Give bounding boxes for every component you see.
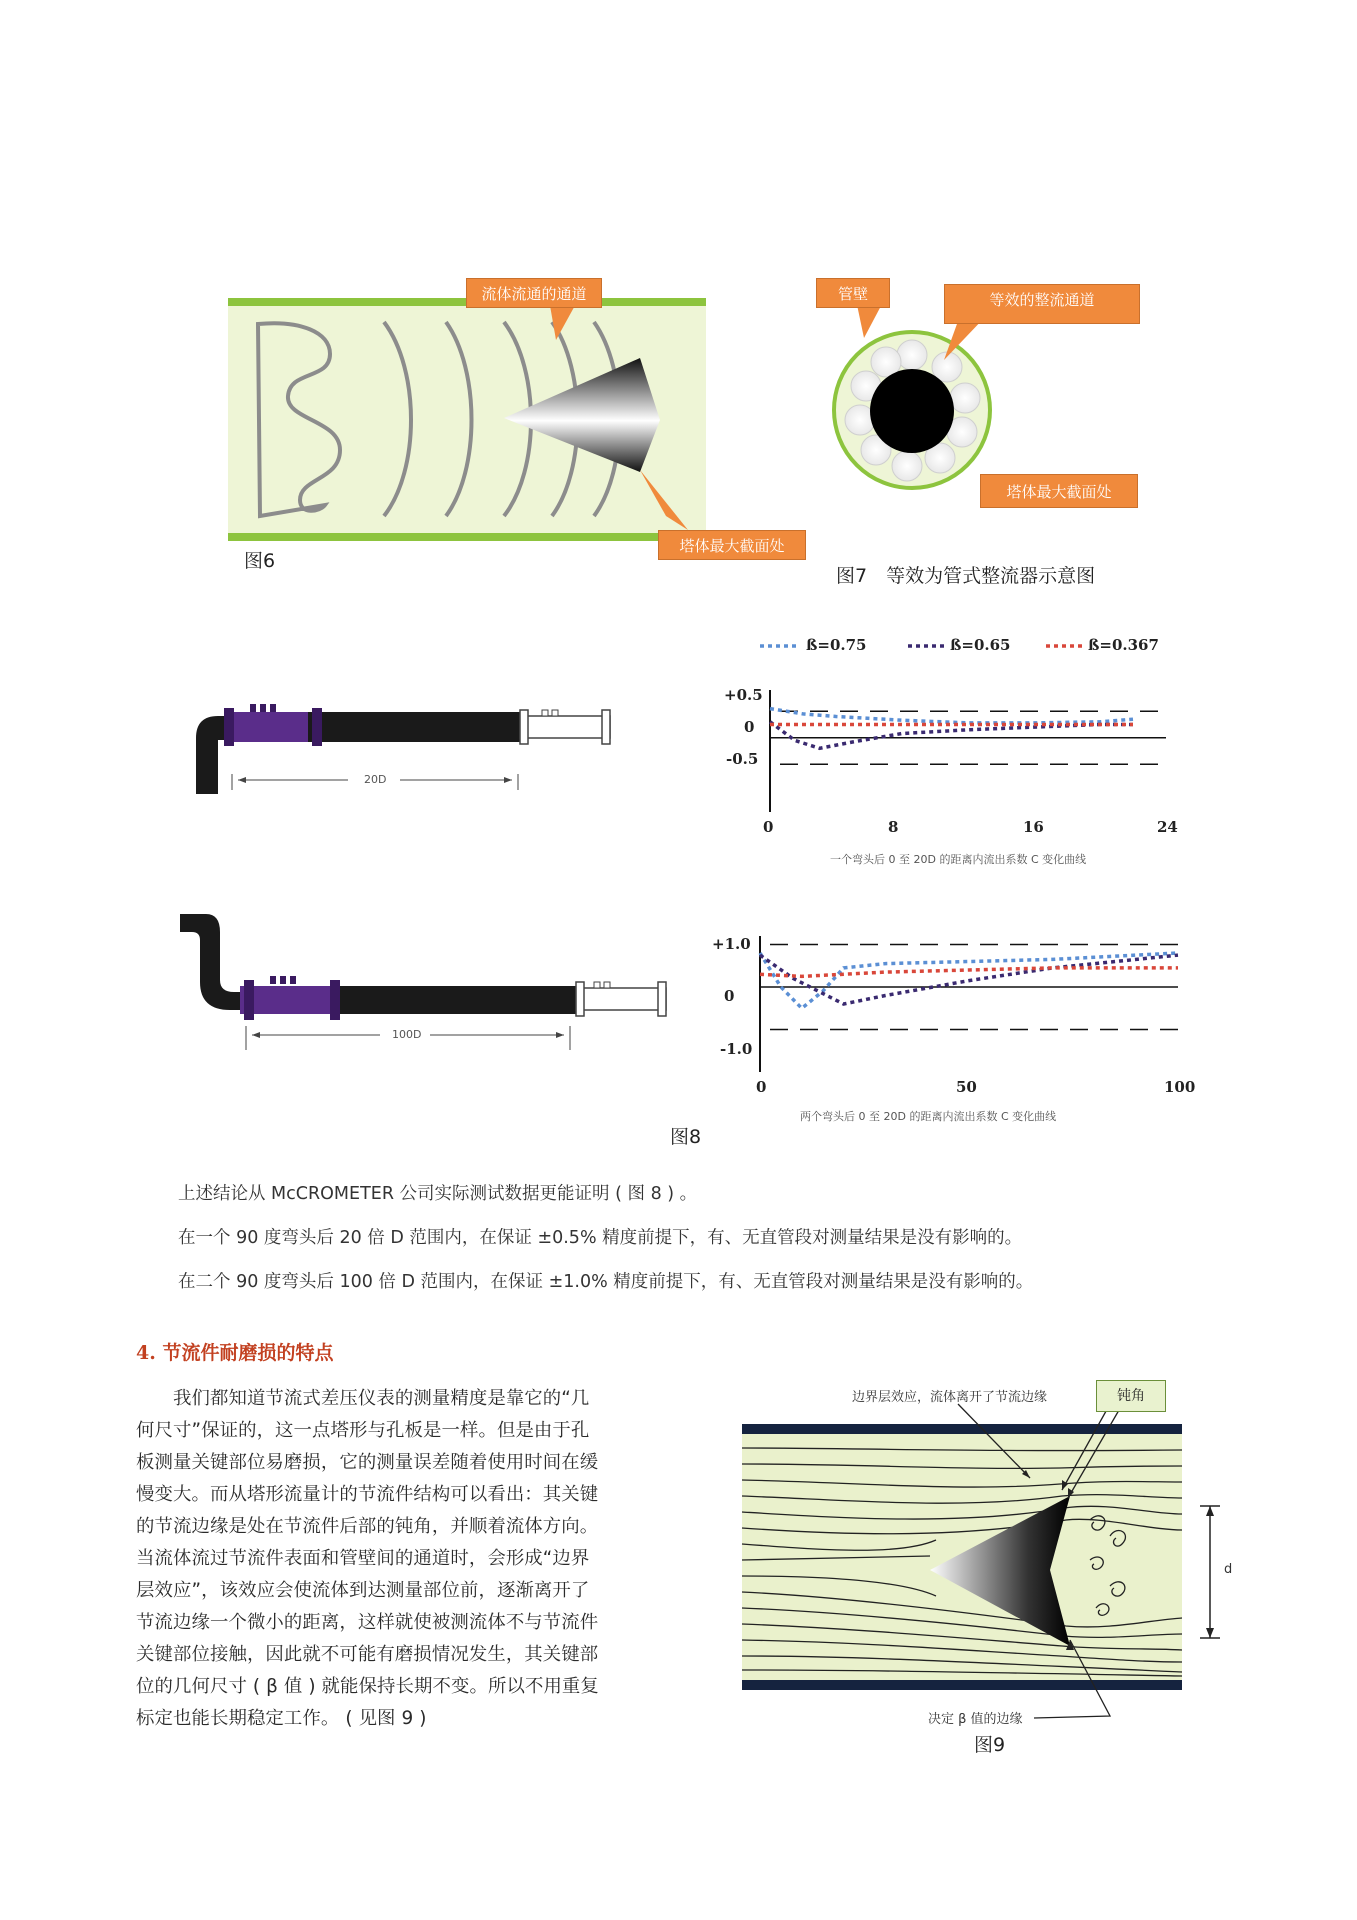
paragraph-two-elbows: 在二个 90 度弯头后 100 倍 D 范围内，在保证 ±1.0% 精度前提下，有、无直管段对测量结果是没有影响的。 bbox=[178, 1272, 1034, 1292]
chart2-ytick-bottom: -1.0 bbox=[720, 1040, 753, 1058]
body-line: 我们都知道节流式差压仪表的测量精度是靠它的“几 bbox=[136, 1388, 590, 1409]
chart1-xtick-24: 24 bbox=[1157, 818, 1178, 836]
pipe1-distance-label: 20D bbox=[364, 773, 387, 786]
callout-flow-channel: 流体流通的通道 bbox=[466, 278, 602, 308]
chart1-ytick-top: +0.5 bbox=[724, 686, 763, 704]
legend-label-0367: ß=0.367 bbox=[1088, 636, 1159, 654]
body-line: 何尺寸”保证的，这一点塔形与孔板是一样。但是由于孔 bbox=[136, 1420, 590, 1441]
fig7-caption: 图7 等效为管式整流器示意图 bbox=[836, 565, 1096, 587]
body-line: 的节流边缘是处在节流件后部的钝角，并顺着流体方向。 bbox=[136, 1516, 599, 1537]
body-line: 板测量关键部位易磨损，它的测量误差随着使用时间在缓 bbox=[136, 1452, 599, 1473]
chart2-xtick-100: 100 bbox=[1164, 1078, 1196, 1096]
pipe2-distance-label: 100D bbox=[392, 1028, 422, 1041]
callout-max-section-7: 塔体最大截面处 bbox=[980, 474, 1138, 508]
body-line: 关键部位接触，因此就不可能有磨损情况发生，其关键部 bbox=[136, 1644, 599, 1665]
legend-label-065: ß=0.65 bbox=[950, 636, 1011, 654]
body-line: 层效应”，该效应会使流体到达测量部位前，逐渐离开了 bbox=[136, 1580, 590, 1601]
body-line: 慢变大。而从塔形流量计的节流件结构可以看出：其关键 bbox=[136, 1484, 599, 1505]
chart1-xtick-0: 0 bbox=[763, 818, 774, 836]
fig9-label-obtuse: 钝角 bbox=[1096, 1380, 1166, 1412]
fig9-label-edge: 决定 β 值的边缘 bbox=[928, 1712, 1023, 1727]
fig9-caption: 图9 bbox=[974, 1734, 1006, 1756]
callout-equivalent-channel: 等效的整流通道 bbox=[944, 284, 1140, 324]
fig6-caption: 图6 bbox=[244, 550, 276, 572]
body-line: 当流体流过节流件表面和管壁间的通道时，会形成“边界 bbox=[136, 1548, 590, 1569]
fig9-label-boundary: 边界层效应，流体离开了节流边缘 bbox=[852, 1390, 1048, 1405]
body-line: 节流边缘一个微小的距离，这样就使被测流体不与节流件 bbox=[136, 1612, 599, 1633]
chart1-caption: 一个弯头后 0 至 20D 的距离内流出系数 C 变化曲线 bbox=[830, 853, 1087, 866]
section-title: 4. 节流件耐磨损的特点 bbox=[136, 1342, 334, 1364]
chart2-xtick-0: 0 bbox=[756, 1078, 767, 1096]
body-line: 位的几何尺寸 ( β 值 ) 就能保持长期不变。所以不用重复 bbox=[136, 1676, 599, 1697]
chart2-ytick-zero: 0 bbox=[724, 987, 735, 1005]
body-line: 标定也能长期稳定工作。 ( 见图 9 ) bbox=[136, 1708, 427, 1729]
chart2-caption: 两个弯头后 0 至 20D 的距离内流出系数 C 变化曲线 bbox=[800, 1110, 1057, 1123]
chart2-xtick-50: 50 bbox=[956, 1078, 977, 1096]
callout-max-section: 塔体最大截面处 bbox=[658, 530, 806, 560]
legend-label-075: ß=0.75 bbox=[806, 636, 867, 654]
callout-pipe-wall: 管壁 bbox=[816, 278, 890, 308]
chart1-xtick-16: 16 bbox=[1023, 818, 1044, 836]
chart2-ytick-top: +1.0 bbox=[712, 935, 751, 953]
chart1-xtick-8: 8 bbox=[888, 818, 899, 836]
paragraph-conclusion: 上述结论从 McCROMETER 公司实际测试数据更能证明 ( 图 8 ) 。 bbox=[178, 1184, 698, 1204]
chart1-ytick-zero: 0 bbox=[744, 718, 755, 736]
chart1-ytick-bottom: -0.5 bbox=[726, 750, 759, 768]
fig9-label-d: d bbox=[1224, 1562, 1233, 1577]
paragraph-one-elbow: 在一个 90 度弯头后 20 倍 D 范围内，在保证 ±0.5% 精度前提下，有、无直管段对测量结果是没有影响的。 bbox=[178, 1228, 1023, 1248]
fig8-caption: 图8 bbox=[670, 1126, 702, 1148]
